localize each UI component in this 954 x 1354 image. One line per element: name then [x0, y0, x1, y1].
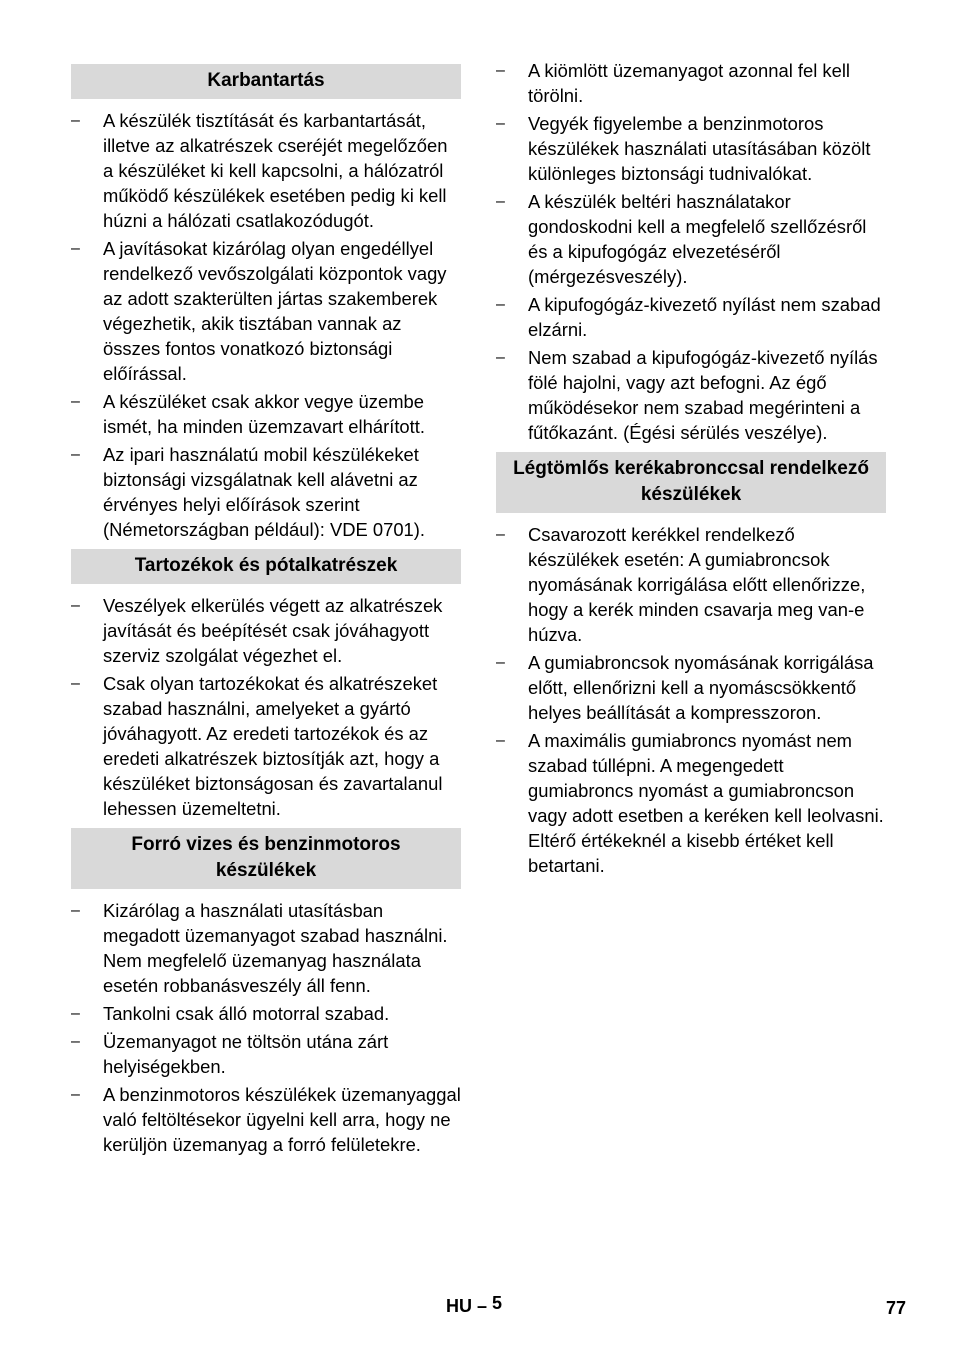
- list-item: – A készülék tisztítását és karbantartását, illetve az alkatrészek cseréjét megelőzően a készüléket ki kell kapcsolni, a hálózatról működő készülékek esetében pedig ki kell húzni a hálózati csatlakozódugót.: [71, 108, 461, 233]
- section-heading-hot-water-petrol: Forró vizes és benzinmotoros készülékek: [71, 828, 461, 889]
- continued-list: [496, 58, 886, 445]
- footer-lang: HU: [446, 1296, 472, 1316]
- footer-section-label: [446, 1293, 503, 1317]
- section-heading-accessories: Tartozékok és pótalkatrészek: [71, 549, 461, 584]
- list-item: – A készüléket csak akkor vegye üzembe ismét, ha minden üzemzavart elhárított.: [71, 389, 461, 439]
- page-number: 77: [885, 1298, 906, 1318]
- footer-separator: –: [477, 1296, 488, 1316]
- list-item: – Nem szabad a kipufogógáz-kivezető nyílás fölé hajolni, vagy azt befogni. Az égő működésekor nem szabad megérinteni a fűtőkazánt. (Égési sérülés veszélye).: [496, 345, 886, 445]
- list-item: – Üzemanyagot ne töltsön utána zárt helyiségekben.: [71, 1029, 461, 1079]
- list-item: – A javításokat kizárólag olyan engedéllyel rendelkező vevőszolgálati központok vagy az adott szakterülten jártas szakemberek végezhetik, akik tisztában vannak az összes fontos vonatkozó biztonsági előírással.: [71, 236, 461, 386]
- section-heading-pneumatic-tyres: Légtömlős kerékabronccsal rendelkező készülékek: [496, 452, 886, 513]
- accessories-list: [71, 593, 461, 821]
- list-item: – A maximális gumiabroncs nyomást nem szabad túllépni. A megengedett gumiabroncs nyomást a gumiabroncson vagy adott esetben a keréken kell leolvasni. Eltérő értékeknél a kisebb értéket kell betartani.: [496, 728, 886, 878]
- footer-section-page: 5: [492, 1293, 503, 1313]
- list-item: – Veszélyek elkerülés végett az alkatrészek javítását és beépítését csak jóváhagyott szerviz szolgálat végezhet el.: [71, 593, 461, 668]
- pneumatic-tyres-list: [496, 522, 886, 878]
- list-item: – A kiömlött üzemanyagot azonnal fel kell törölni.: [496, 58, 886, 108]
- list-item: – Csak olyan tartozékokat és alkatrészeket szabad használni, amelyeket a gyártó jóváhagyott. Az eredeti tartozékok és az eredeti alkatrészek biztosítják azt, hogy a készüléket biztonságosan és zavartalanul lehessen üzemeltetni.: [71, 671, 461, 821]
- left-column: [71, 58, 461, 1160]
- list-item: – A benzinmotoros készülékek üzemanyaggal való feltöltésekor ügyelni kell arra, hogy ne kerüljön üzemanyag a forró felületekre.: [71, 1082, 461, 1157]
- list-item: – A készülék beltéri használatakor gondoskodni kell a megfelelő szellőzésről és a kipufogógáz elvezetéséről (mérgezésveszély).: [496, 189, 886, 289]
- hot-water-petrol-list: [71, 898, 461, 1157]
- list-item: – A kipufogógáz-kivezető nyílást nem szabad elzárni.: [496, 292, 886, 342]
- list-item: – Tankolni csak álló motorral szabad.: [71, 1001, 461, 1026]
- section-heading-maintenance: Karbantartás: [71, 64, 461, 99]
- maintenance-list: [71, 108, 461, 542]
- list-item: – Kizárólag a használati utasításban megadott üzemanyagot szabad használni. Nem megfelelő üzemanyag használata esetén robbanásveszély áll fenn.: [71, 898, 461, 998]
- list-item: – Vegyék figyelembe a benzinmotoros készülékek használati utasításában közölt különleges biztonsági tudnivalókat.: [496, 111, 886, 186]
- list-item: – A gumiabroncsok nyomásának korrigálása előtt, ellenőrizni kell a nyomáscsökkentő helyes beállítását a kompresszoron.: [496, 650, 886, 725]
- right-column: [496, 58, 886, 881]
- list-item: – Az ipari használatú mobil készülékeket biztonsági vizsgálatnak kell alávetni az érvényes helyi előírások szerint (Németországban például): VDE 0701).: [71, 442, 461, 542]
- list-item: – Csavarozott kerékkel rendelkező készülékek esetén: A gumiabroncsok nyomásának korrigálása előtt ellenőrizze, hogy a kerék minden csavarja meg van-e húzva.: [496, 522, 886, 647]
